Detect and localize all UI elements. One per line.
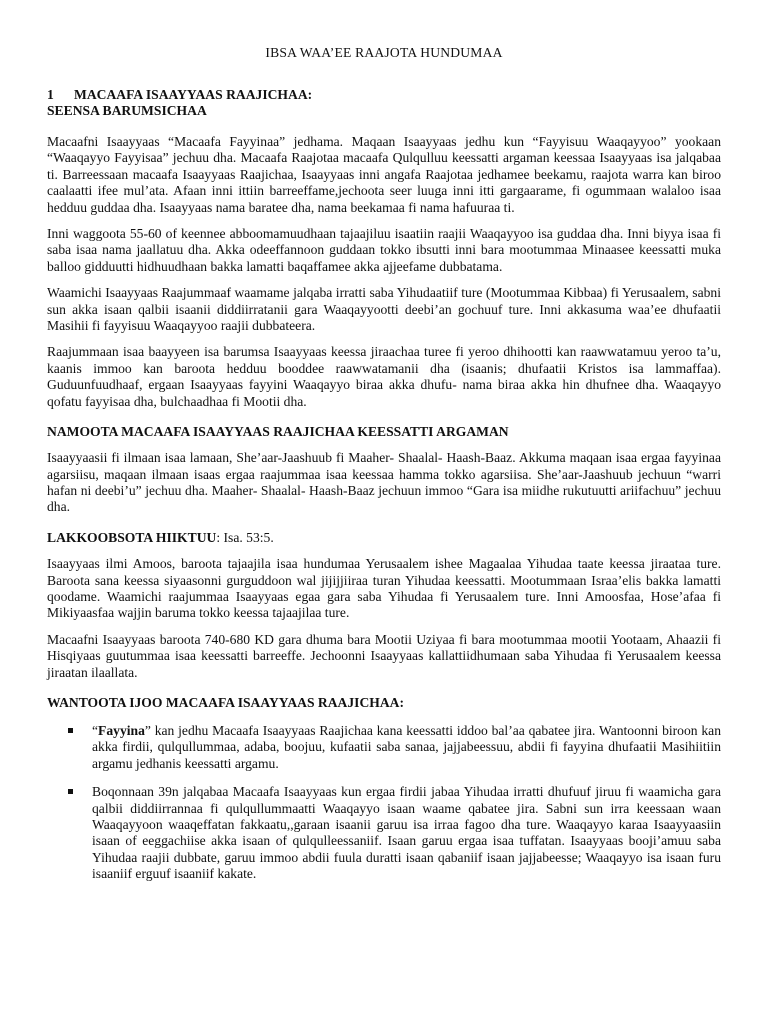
wantoota-heading: WANTOOTA IJOO MACAAFA ISAAYYAAS RAAJICHAA:: [47, 694, 405, 710]
lakkoobsota-line: [47, 530, 721, 546]
bullet-text: Boqonnaan 39n jalqabaa Macaafa Isaayyaas kun ergaa firdii jabaa Yihudaa irratti dhufuuf jiruu fi waamicha gara qalbii diddiirrannaa fi qulqullummaatti Waaqayyo isaan waame qabatee jira. Sabni sun irra keessaan waan Waaqayyoon waaqeffatan fakkaatu,,garaan isaanii garuu isa irraa fagoo dha ture. Waaqayyo karaa Isaayyaasiin isaan of eeggachiise akka isaan of qulqulleessaniif. Isaan garuu ergaa isaa tuffatan. Isaayyaas booji’amuu saba Yihudaa raajii dubbate, garuu immoo abdii fuula duratti isaan qabaniif isaan jajjabeesse; Waaqayyo isa isaan furu isaaniif erguuf isaaniif kakate.: [92, 784, 721, 882]
bullet-text: [92, 723, 721, 772]
namoota-heading: NAMOOTA MACAAFA ISAAYYAAS RAAJICHAA KEESSATTI ARGAMAN: [47, 424, 509, 440]
section-heading-line: [47, 87, 721, 103]
bullet-list: [47, 723, 721, 883]
square-bullet-icon: [68, 728, 73, 733]
lakkoobsota-label: LAKKOOBSOTA HIIKTUU: [47, 529, 217, 545]
paragraph: Macaafni Isaayyaas baroota 740-680 KD gara dhuma bara Mootii Uziyaa fi bara mootummaa mootii Yootaam, Ahaazii fi Hisqiyaas guutummaa isaa keessatti barreeffe. Jechoonni Isaayyaas kallattiidhumaan saba Yihudaa fi Yerusaalem keessa jiraatan ilaallata.: [47, 631, 721, 680]
list-item: [47, 784, 721, 882]
bullet-bold-term: Fayyina: [98, 722, 145, 738]
paragraph: Macaafni Isaayyaas “Macaafa Fayyinaa” jedhama. Maqaan Isaayyaas jedhu kun “Fayyisuu Waaqayyoo” yookaan “Waaqayyo Fayyisaa” jechuu dha. Macaafa Raajotaa macaafa Qulqulluu keessatti argaman keessaa Isaayyaas isa jalqabaa ti. Barreessaan macaafa Isaayyaas Raajichaa, Isaayyaas inni angafa Raajotaa jedhamee beekamu, raajota warra kan biroo caalaatti ifee mul’ata. Afaan inni ittiin barreeffame,jechoota seer luuga inni itti gargaarame, fi ogummaan walaloo isaa hedduu guddaa dha. Isaayyaas nama baratee dha, nama beekamaa fi nama hafuuraa ti.: [47, 134, 721, 215]
paragraph: Isaayyaas ilmi Amoos, baroota tajaajila isaa hundumaa Yerusaalem ishee Magaalaa Yihudaa taate keessa jiraataa ture. Baroota sana keessa siyaasonni gurguddoon wal jijijjiiraa turan Yihudaa keessatti. Mootummaan Israa’elis bakka lamatti qoodame. Waamichi raajummaa Isaayyaas egaa gara saba Yihudaa fi Yerusaalem ture. Inni Amoosfaa, Hose’afaa fi Mikiyaasfaa wajjin baruma tokko keessa tajaajilaa ture.: [47, 556, 721, 621]
section-title: MACAAFA ISAAYYAAS RAAJICHAA:: [74, 87, 313, 102]
section-number: 1: [47, 87, 54, 102]
section-subtitle: SEENSA BARUMSICHAA: [47, 103, 207, 118]
bullet-text-rest: ” kan jedhu Macaafa Isaayyaas Raajichaa kana keessatti iddoo bal’aa qabatee jira. Wantoonni biroon kan akka firdii, qulqullummaa, adaba, boojuu, kufaatii saba sanaa, jajjabeessuu, abdii fi fayyina dhufaatii Masihiitiin argamu jedhanis keessatti argamu.: [92, 722, 721, 771]
section-heading: [47, 87, 721, 119]
page-title: IBSA WAA’EE RAAJOTA HUNDUMAA: [265, 45, 503, 60]
paragraph: Waamichi Isaayyaas Raajummaaf waamame jalqaba irratti saba Yihudaatiif ture (Mootummaa Kibbaa) fi Yerusaalem, sabni sun akka isaan qalbii isaanii diddiirratanii gara Waaqayyootti deebi’an gochuuf ture. Inni akkasuma waa’ee dhufaatii Masihii fi fayyisuu Waaqayyoo raajii dubbateera.: [47, 285, 721, 334]
paragraph: Raajummaan isaa baayyeen isa barumsa Isaayyaas keessa jiraachaa turee fi yeroo dhihootti kan raawwatamuu yeroo ta’u, kaanis immoo kan baroota hedduu booddee raawwatamanii dha (isaanis; dhufaatii Kristos isa lammaffaa). Guduunfuudhaaf, ergaan Isaayyaas fayyini Waaqayyo biraa akka dhufu- nama biraa akka hin dhufnee dha. Waaqayyo qofatu fayyisaa dha, bulchaadhaa fi Mootii dha.: [47, 344, 721, 409]
paragraph: Inni waggoota 55-60 of keennee abboomamuudhaan tajaajiluu isaatiin raajii Waaqayyoo isa guddaa dha. Inni biyya isaa fi saba isaa nama jaallatuu dha. Akka odeeffannoon guddaan tokko ibsutti inni bara mootummaa Minaasee keessatti muka balloo gidduutti hidhuudhaan bakka lamatti baqaffamee akka ajjeefame dubbatama.: [47, 226, 721, 274]
lakkoobsota-ref: : Isa. 53:5.: [216, 529, 274, 545]
list-item: [47, 723, 721, 772]
quote-mark: “: [92, 722, 99, 738]
square-bullet-icon: [68, 789, 73, 794]
paragraph: Isaayyaasii fi ilmaan isaa lamaan, She’aar-Jaashuub fi Maaher- Shaalal- Haash-Baaz. Akkuma maqaan isaa ergaa fayyinaa agarsiisu, maqaan ilmaan isaas ergaa raajummaa isaa keessaa hamma tokko agarsiisa. She’aar-Jaashuub jechuun “warri hafan ni deebi’u” jechuu dha. Maaher- Shaalal- Haash-Baaz jechuun immoo “Gara isa miidhe rukutuutti ariifachuu” jechuu dha.: [47, 450, 721, 515]
